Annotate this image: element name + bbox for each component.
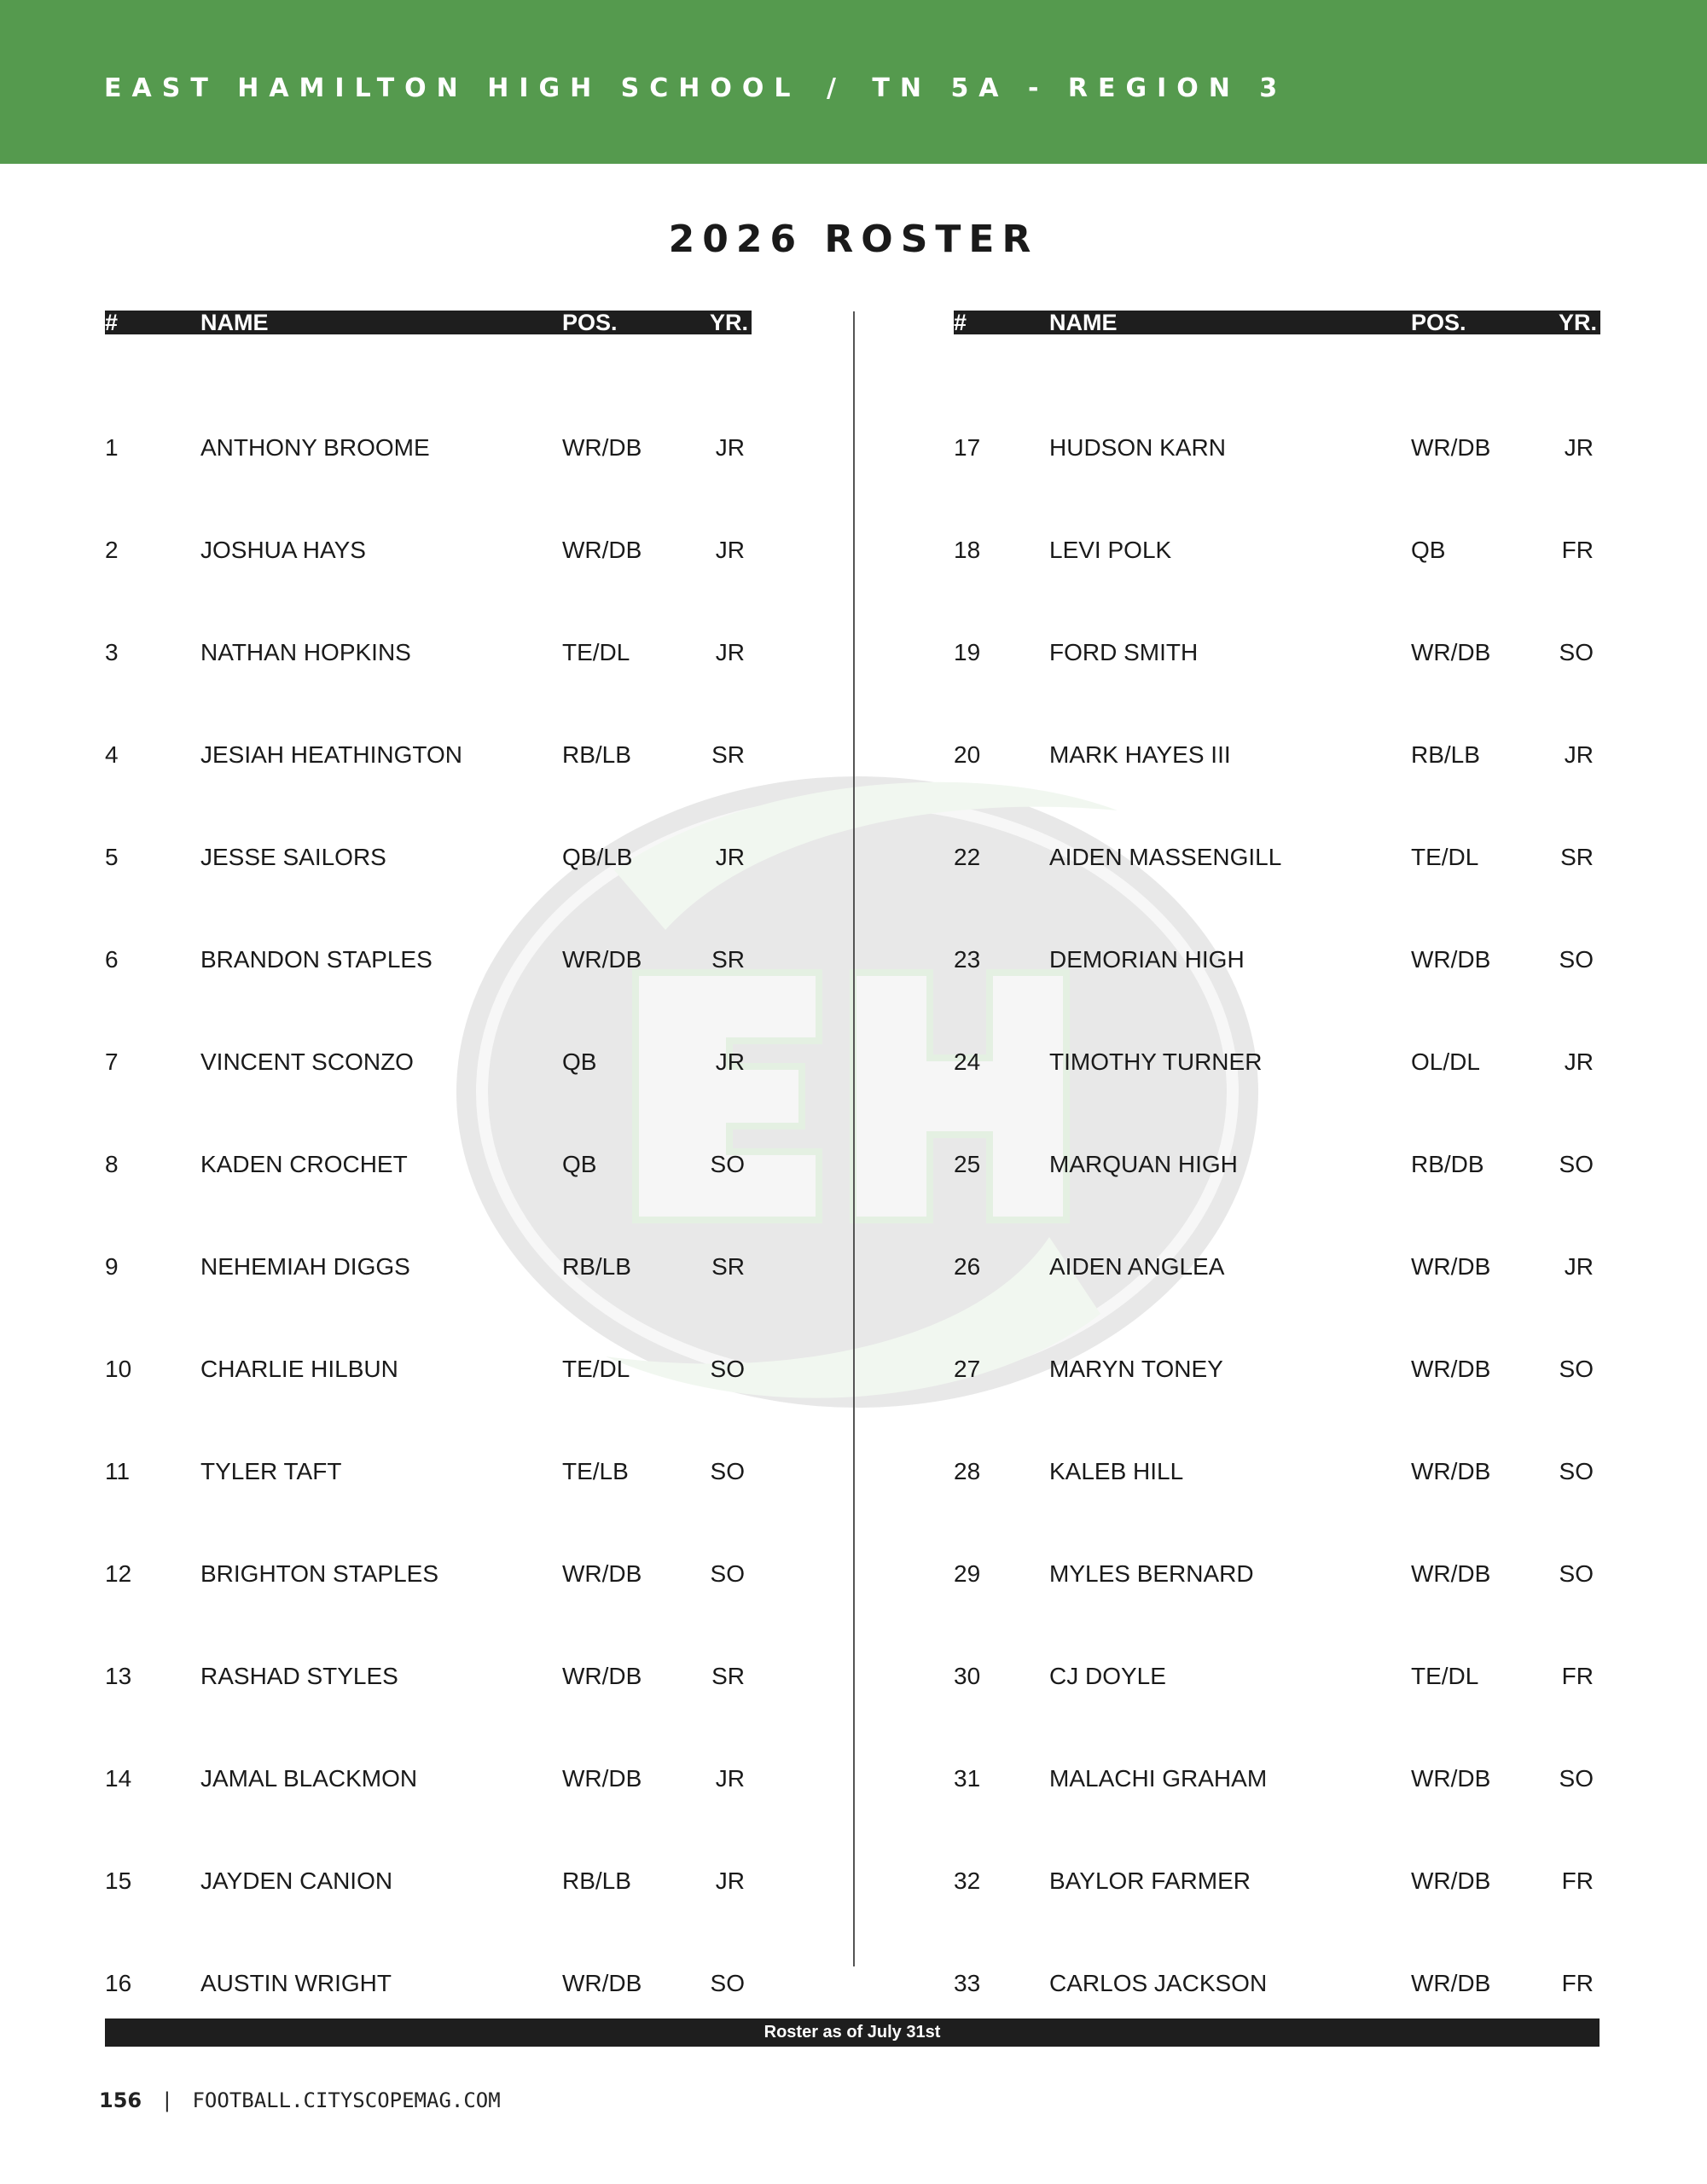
- player-year: SO: [710, 1356, 745, 1382]
- player-name: MARQUAN HIGH: [1049, 1151, 1238, 1177]
- player-year: FR: [1561, 1867, 1594, 1894]
- player-number: 20: [954, 741, 981, 768]
- player-number: 13: [105, 1663, 132, 1689]
- player-position: WR/DB: [1411, 1458, 1491, 1484]
- table-header: [954, 311, 1600, 334]
- player-year: SR: [1560, 844, 1594, 870]
- header-name: NAME: [1049, 310, 1118, 335]
- footer-separator: |: [160, 2088, 174, 2112]
- player-number: 22: [954, 844, 981, 870]
- player-position: QB: [562, 1048, 597, 1075]
- player-position: RB/LB: [1411, 741, 1480, 768]
- table-row: [105, 741, 752, 870]
- table-row: [105, 846, 752, 973]
- player-position: TE/DL: [562, 639, 630, 665]
- player-position: RB/LB: [562, 1867, 631, 1894]
- column-divider: [853, 311, 855, 1966]
- header-year: YR.: [709, 310, 748, 335]
- player-name: RASHAD STYLES: [200, 1663, 398, 1689]
- roster-footnote: Roster as of July 31st: [105, 2018, 1600, 2047]
- player-year: SR: [711, 1663, 745, 1689]
- player-year: SO: [1559, 1560, 1594, 1587]
- player-name: LEVI POLK: [1049, 537, 1172, 563]
- player-position: RB/DB: [1411, 1151, 1484, 1177]
- player-year: SR: [711, 946, 745, 973]
- table-row: [954, 741, 1600, 870]
- table-row: [105, 1458, 752, 1587]
- player-name: AIDEN ANGLEA: [1049, 1253, 1225, 1280]
- player-number: 5: [105, 844, 119, 870]
- player-position: WR/DB: [562, 1663, 642, 1689]
- player-year: JR: [715, 639, 745, 665]
- roster-right-table: [954, 310, 1600, 1996]
- player-name: MARK HAYES III: [1049, 741, 1231, 768]
- player-number: 16: [105, 1970, 132, 1996]
- player-position: WR/DB: [562, 434, 642, 461]
- player-position: QB: [562, 1151, 597, 1177]
- player-number: 10: [105, 1356, 132, 1382]
- player-position: WR/DB: [1411, 1356, 1491, 1382]
- table-row: [105, 434, 752, 563]
- table-row: [105, 539, 752, 665]
- school-classification: TN 5A - REGION 3: [872, 73, 1288, 103]
- player-name: ANTHONY BROOME: [200, 434, 430, 461]
- table-row: [954, 1765, 1600, 1894]
- table-row: [105, 946, 752, 1075]
- player-number: 3: [105, 639, 119, 665]
- player-year: SO: [1559, 1458, 1594, 1484]
- player-name: FORD SMITH: [1049, 639, 1199, 665]
- player-number: 19: [954, 639, 981, 665]
- player-number: 31: [954, 1765, 981, 1792]
- table-row: [105, 1153, 752, 1280]
- table-row: [954, 639, 1600, 768]
- player-name: BAYLOR FARMER: [1049, 1867, 1251, 1894]
- school-name: EAST HAMILTON HIGH SCHOOL: [104, 73, 801, 103]
- player-year: FR: [1561, 537, 1594, 563]
- player-year: SO: [1559, 1151, 1594, 1177]
- player-number: 33: [954, 1970, 981, 1996]
- player-position: WR/DB: [562, 1970, 642, 1996]
- table-row: [105, 334, 752, 461]
- player-year: JR: [715, 1867, 745, 1894]
- player-position: TE/DL: [562, 1356, 630, 1382]
- table-row: [105, 1560, 752, 1689]
- player-year: JR: [715, 537, 745, 563]
- player-position: WR/DB: [1411, 1253, 1491, 1280]
- player-position: WR/DB: [562, 537, 642, 563]
- player-name: DEMORIAN HIGH: [1049, 946, 1245, 973]
- player-year: FR: [1561, 1970, 1594, 1996]
- player-year: JR: [715, 1048, 745, 1075]
- table-row: [954, 1358, 1600, 1484]
- table-row: [105, 1765, 752, 1894]
- player-name: MARYN TONEY: [1049, 1356, 1223, 1382]
- player-position: QB/LB: [562, 844, 633, 870]
- page-title: 2026 ROSTER: [668, 218, 1039, 261]
- table-row: [105, 1665, 752, 1792]
- player-number: 11: [105, 1458, 131, 1484]
- player-number: 8: [105, 1151, 119, 1177]
- page-footer: [99, 2088, 501, 2112]
- player-number: 32: [954, 1867, 981, 1894]
- player-number: 14: [105, 1765, 132, 1792]
- player-name: JAMAL BLACKMON: [200, 1765, 418, 1792]
- roster-left-table: [105, 310, 752, 1996]
- player-position: TE/LB: [562, 1458, 629, 1484]
- table-row: [954, 1560, 1600, 1689]
- player-name: NEHEMIAH DIGGS: [200, 1253, 410, 1280]
- table-row: [954, 1253, 1600, 1382]
- header-number: #: [105, 310, 119, 335]
- player-position: WR/DB: [562, 946, 642, 973]
- website-url: FOOTBALL.CITYSCOPEMAG.COM: [192, 2088, 501, 2112]
- player-name: VINCENT SCONZO: [200, 1048, 414, 1075]
- player-year: JR: [1564, 434, 1594, 461]
- player-name: TIMOTHY TURNER: [1049, 1048, 1263, 1075]
- player-name: AUSTIN WRIGHT: [200, 1970, 392, 1996]
- player-year: JR: [715, 844, 745, 870]
- player-position: QB: [1411, 537, 1446, 563]
- player-name: BRANDON STAPLES: [200, 946, 433, 973]
- player-number: 6: [105, 946, 119, 973]
- player-position: WR/DB: [1411, 1560, 1491, 1587]
- player-name: KALEB HILL: [1049, 1458, 1184, 1484]
- header-position: POS.: [562, 310, 618, 335]
- player-year: SR: [711, 1253, 745, 1280]
- player-position: WR/DB: [1411, 434, 1491, 461]
- player-name: JESIAH HEATHINGTON: [200, 741, 463, 768]
- header-banner: [0, 0, 1707, 164]
- player-name: CHARLIE HILBUN: [200, 1356, 398, 1382]
- player-name: CJ DOYLE: [1049, 1663, 1166, 1689]
- player-position: WR/DB: [1411, 1765, 1491, 1792]
- header-year: YR.: [1558, 310, 1597, 335]
- player-number: 30: [954, 1663, 981, 1689]
- player-number: 17: [954, 434, 981, 461]
- page-number: 156: [99, 2088, 142, 2112]
- table-row: [954, 1048, 1600, 1177]
- header-position: POS.: [1411, 310, 1466, 335]
- header-separator: /: [827, 73, 846, 103]
- player-position: WR/DB: [562, 1765, 642, 1792]
- player-year: SO: [710, 1458, 745, 1484]
- player-number: 1: [105, 434, 119, 461]
- table-row: [105, 1358, 752, 1484]
- player-year: SO: [1559, 946, 1594, 973]
- table-row: [954, 946, 1600, 1075]
- player-number: 24: [954, 1048, 981, 1075]
- player-name: MALACHI GRAHAM: [1049, 1765, 1268, 1792]
- player-position: WR/DB: [562, 1560, 642, 1587]
- player-name: HUDSON KARN: [1049, 434, 1226, 461]
- player-number: 25: [954, 1151, 981, 1177]
- player-number: 27: [954, 1356, 981, 1382]
- player-number: 26: [954, 1253, 981, 1280]
- player-position: OL/DL: [1411, 1048, 1480, 1075]
- player-name: CARLOS JACKSON: [1049, 1970, 1268, 1996]
- player-year: JR: [1564, 1253, 1594, 1280]
- player-name: JAYDEN CANION: [200, 1867, 393, 1894]
- player-year: SO: [1559, 1356, 1594, 1382]
- player-year: SR: [711, 741, 745, 768]
- player-position: TE/DL: [1411, 1663, 1479, 1689]
- player-year: SO: [1559, 1765, 1594, 1792]
- player-year: SO: [1559, 639, 1594, 665]
- header-text: [104, 73, 1287, 103]
- player-year: SO: [710, 1970, 745, 1996]
- table-row: [954, 539, 1600, 665]
- player-number: 9: [105, 1253, 119, 1280]
- table-row: [954, 334, 1600, 461]
- player-name: AIDEN MASSENGILL: [1049, 844, 1282, 870]
- table-row: [105, 1253, 752, 1382]
- player-year: JR: [715, 434, 745, 461]
- table-row: [105, 1048, 752, 1177]
- player-number: 23: [954, 946, 981, 973]
- header-name: NAME: [200, 310, 269, 335]
- player-position: RB/LB: [562, 1253, 631, 1280]
- table-row: [954, 1665, 1600, 1792]
- player-position: WR/DB: [1411, 946, 1491, 973]
- table-row: [954, 1153, 1600, 1280]
- player-name: TYLER TAFT: [200, 1458, 342, 1484]
- player-name: BRIGHTON STAPLES: [200, 1560, 439, 1587]
- player-name: MYLES BERNARD: [1049, 1560, 1254, 1587]
- player-year: SO: [710, 1151, 745, 1177]
- player-number: 7: [105, 1048, 119, 1075]
- table-row: [954, 434, 1600, 563]
- player-position: WR/DB: [1411, 1867, 1491, 1894]
- table-header: [105, 311, 752, 334]
- table-row: [105, 639, 752, 768]
- player-number: 18: [954, 537, 981, 563]
- player-position: WR/DB: [1411, 1970, 1491, 1996]
- header-number: #: [954, 310, 967, 335]
- table-row: [954, 1867, 1600, 1996]
- player-number: 28: [954, 1458, 981, 1484]
- player-year: FR: [1561, 1663, 1594, 1689]
- table-row: [105, 1867, 752, 1996]
- player-position: RB/LB: [562, 741, 631, 768]
- player-number: 4: [105, 741, 119, 768]
- player-year: SO: [710, 1560, 745, 1587]
- player-year: JR: [1564, 741, 1594, 768]
- player-name: JOSHUA HAYS: [200, 537, 366, 563]
- player-number: 29: [954, 1560, 981, 1587]
- player-number: 2: [105, 537, 119, 563]
- player-position: TE/DL: [1411, 844, 1479, 870]
- player-name: NATHAN HOPKINS: [200, 639, 411, 665]
- player-name: KADEN CROCHET: [200, 1151, 408, 1177]
- player-year: JR: [1564, 1048, 1594, 1075]
- player-position: WR/DB: [1411, 639, 1491, 665]
- table-row: [954, 1458, 1600, 1587]
- table-row: [954, 846, 1600, 973]
- player-year: JR: [715, 1765, 745, 1792]
- player-number: 15: [105, 1867, 132, 1894]
- player-number: 12: [105, 1560, 132, 1587]
- player-name: JESSE SAILORS: [200, 844, 386, 870]
